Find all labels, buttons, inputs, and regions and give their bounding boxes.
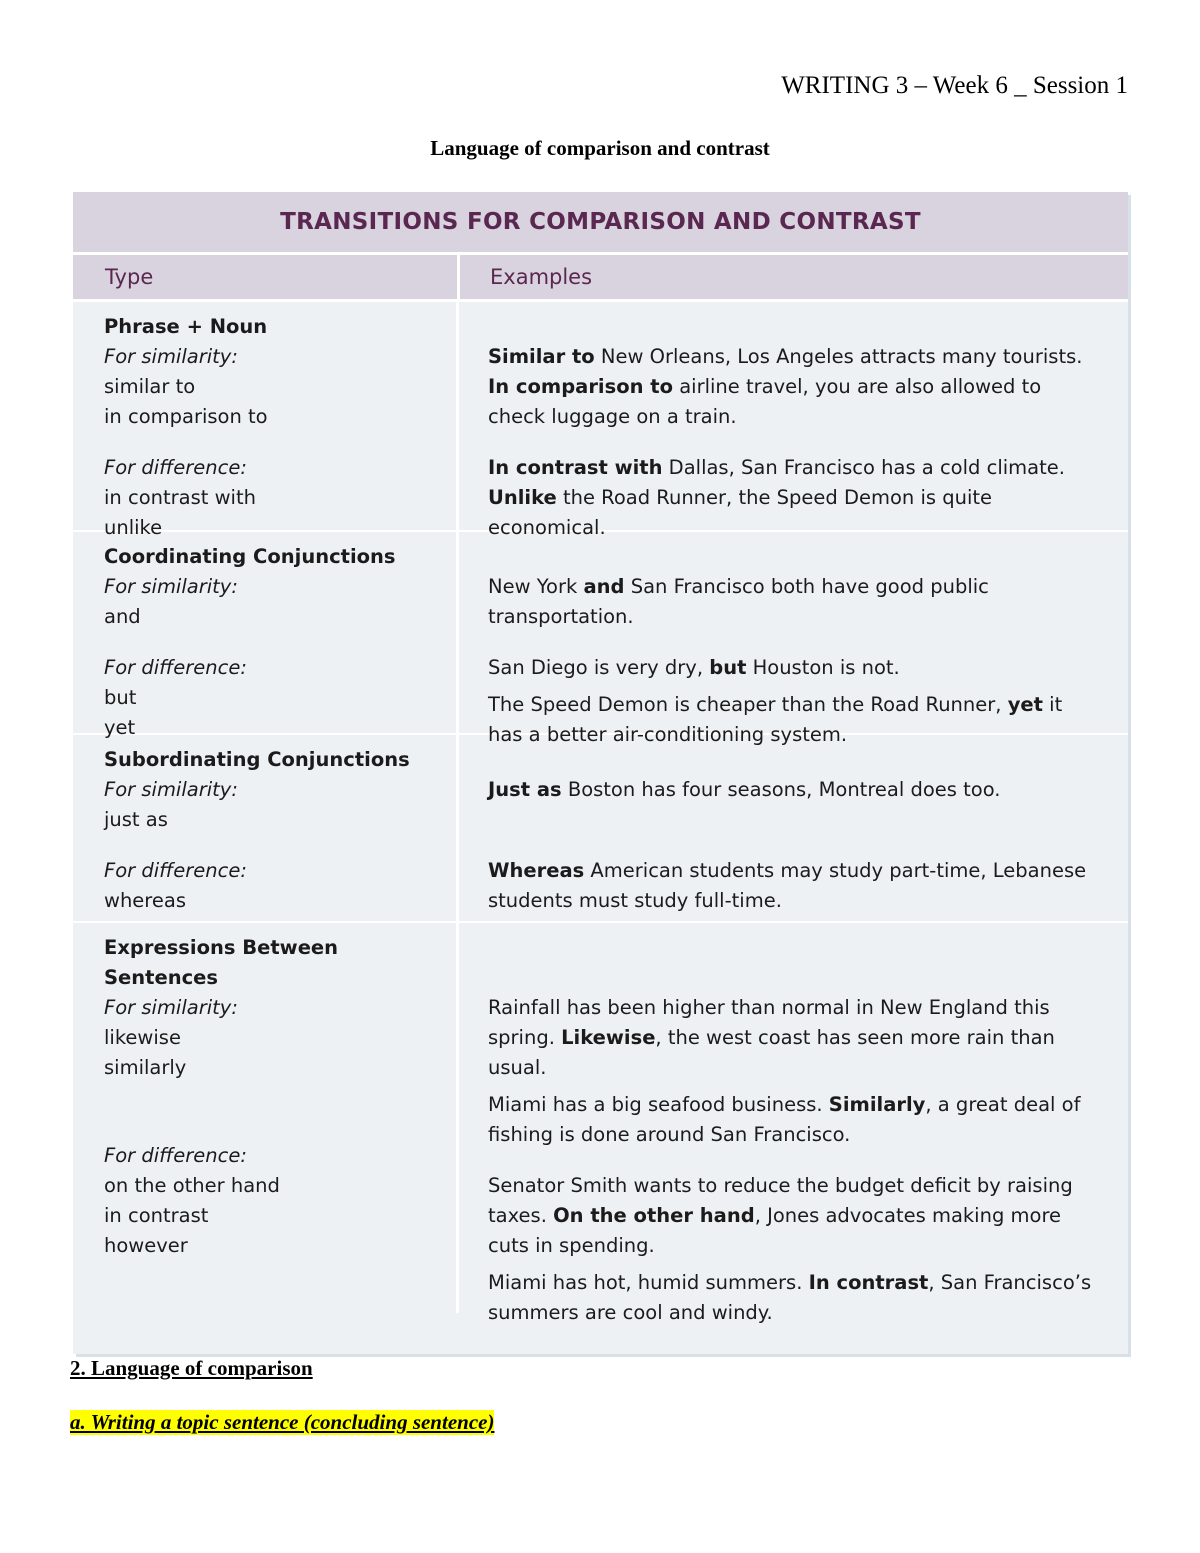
term: on the other hand bbox=[104, 1174, 280, 1197]
column-header-type: Type bbox=[73, 255, 460, 299]
type-cell bbox=[73, 302, 459, 539]
examples-cell bbox=[459, 532, 1128, 746]
term: and bbox=[104, 605, 141, 628]
example-sentence: Miami has a big seafood business. Similarly, a great deal of fishing is done around San Francisco. bbox=[488, 1093, 1081, 1146]
term: just as bbox=[104, 808, 168, 831]
transitions-table bbox=[73, 192, 1128, 1354]
category-name: Phrase + Noun bbox=[104, 315, 268, 338]
difference-label: For difference: bbox=[104, 456, 247, 479]
example-sentence: Just as Boston has four seasons, Montreal does too. bbox=[488, 778, 1001, 801]
type-cell bbox=[73, 532, 459, 739]
example-sentence: In comparison to airline travel, you are also allowed to check luggage on a train. bbox=[488, 375, 1042, 428]
example-sentence: Unlike the Road Runner, the Speed Demon is quite economical. bbox=[488, 486, 993, 539]
type-cell bbox=[73, 735, 459, 921]
term: yet bbox=[104, 716, 136, 739]
example-sentence: Similar to New Orleans, Los Angeles attracts many tourists. bbox=[488, 345, 1083, 368]
similarity-label: For similarity: bbox=[104, 345, 238, 368]
category-name: Subordinating Conjunctions bbox=[104, 748, 410, 771]
examples-cell bbox=[459, 302, 1128, 539]
example-sentence: The Speed Demon is cheaper than the Road Runner, yet it has a better air-conditioning system. bbox=[488, 693, 1063, 746]
table-row bbox=[73, 923, 1128, 1324]
column-header-examples: Examples bbox=[490, 265, 593, 289]
similarity-label: For similarity: bbox=[104, 778, 238, 801]
category-name: Expressions Between Sentences bbox=[104, 936, 339, 989]
term: unlike bbox=[104, 516, 163, 539]
table-row bbox=[73, 532, 1128, 746]
table-title: TRANSITIONS FOR COMPARISON AND CONTRAST bbox=[73, 192, 1128, 255]
similarity-label: For similarity: bbox=[104, 996, 238, 1019]
term: in contrast with bbox=[104, 486, 256, 509]
document-title: Language of comparison and contrast bbox=[430, 136, 770, 160]
term: in comparison to bbox=[104, 405, 268, 428]
term: similarly bbox=[104, 1056, 187, 1079]
example-sentence: New York and San Francisco both have good public transportation. bbox=[488, 575, 989, 628]
example-sentence: Rainfall has been higher than normal in New England this spring. Likewise, the west coast has seen more rain than usual. bbox=[488, 996, 1055, 1079]
similarity-label: For similarity: bbox=[104, 575, 238, 598]
example-sentence: In contrast with Dallas, San Francisco has a cold climate. bbox=[488, 456, 1065, 479]
category-name: Coordinating Conjunctions bbox=[104, 545, 396, 568]
term: similar to bbox=[104, 375, 196, 398]
examples-cell bbox=[459, 735, 1128, 921]
example-sentence: Senator Smith wants to reduce the budget deficit by raising taxes. On the other hand, Jones advocates making more cuts in spending. bbox=[488, 1174, 1073, 1257]
term: but bbox=[104, 686, 137, 709]
difference-label: For difference: bbox=[104, 656, 247, 679]
subsection-heading-highlighted: a. Writing a topic sentence (concluding sentence) bbox=[70, 1410, 495, 1434]
table-header-row bbox=[73, 255, 1128, 302]
term: in contrast bbox=[104, 1204, 209, 1227]
difference-label: For difference: bbox=[104, 859, 247, 882]
table-row bbox=[73, 302, 1128, 539]
table-row bbox=[73, 735, 1128, 923]
term: likewise bbox=[104, 1026, 181, 1049]
example-sentence: San Diego is very dry, but Houston is not. bbox=[488, 656, 900, 679]
example-sentence: Whereas American students may study part-time, Lebanese students must study full-time. bbox=[488, 859, 1087, 912]
difference-label: For difference: bbox=[104, 1144, 247, 1167]
course-header: WRITING 3 – Week 6 _ Session 1 bbox=[781, 72, 1128, 99]
section-heading: 2. Language of comparison bbox=[70, 1356, 313, 1380]
term: however bbox=[104, 1234, 188, 1257]
term: whereas bbox=[104, 889, 186, 912]
examples-cell bbox=[459, 923, 1128, 1324]
type-cell bbox=[73, 923, 459, 1313]
example-sentence: Miami has hot, humid summers. In contrast, San Francisco’s summers are cool and windy. bbox=[488, 1271, 1092, 1324]
